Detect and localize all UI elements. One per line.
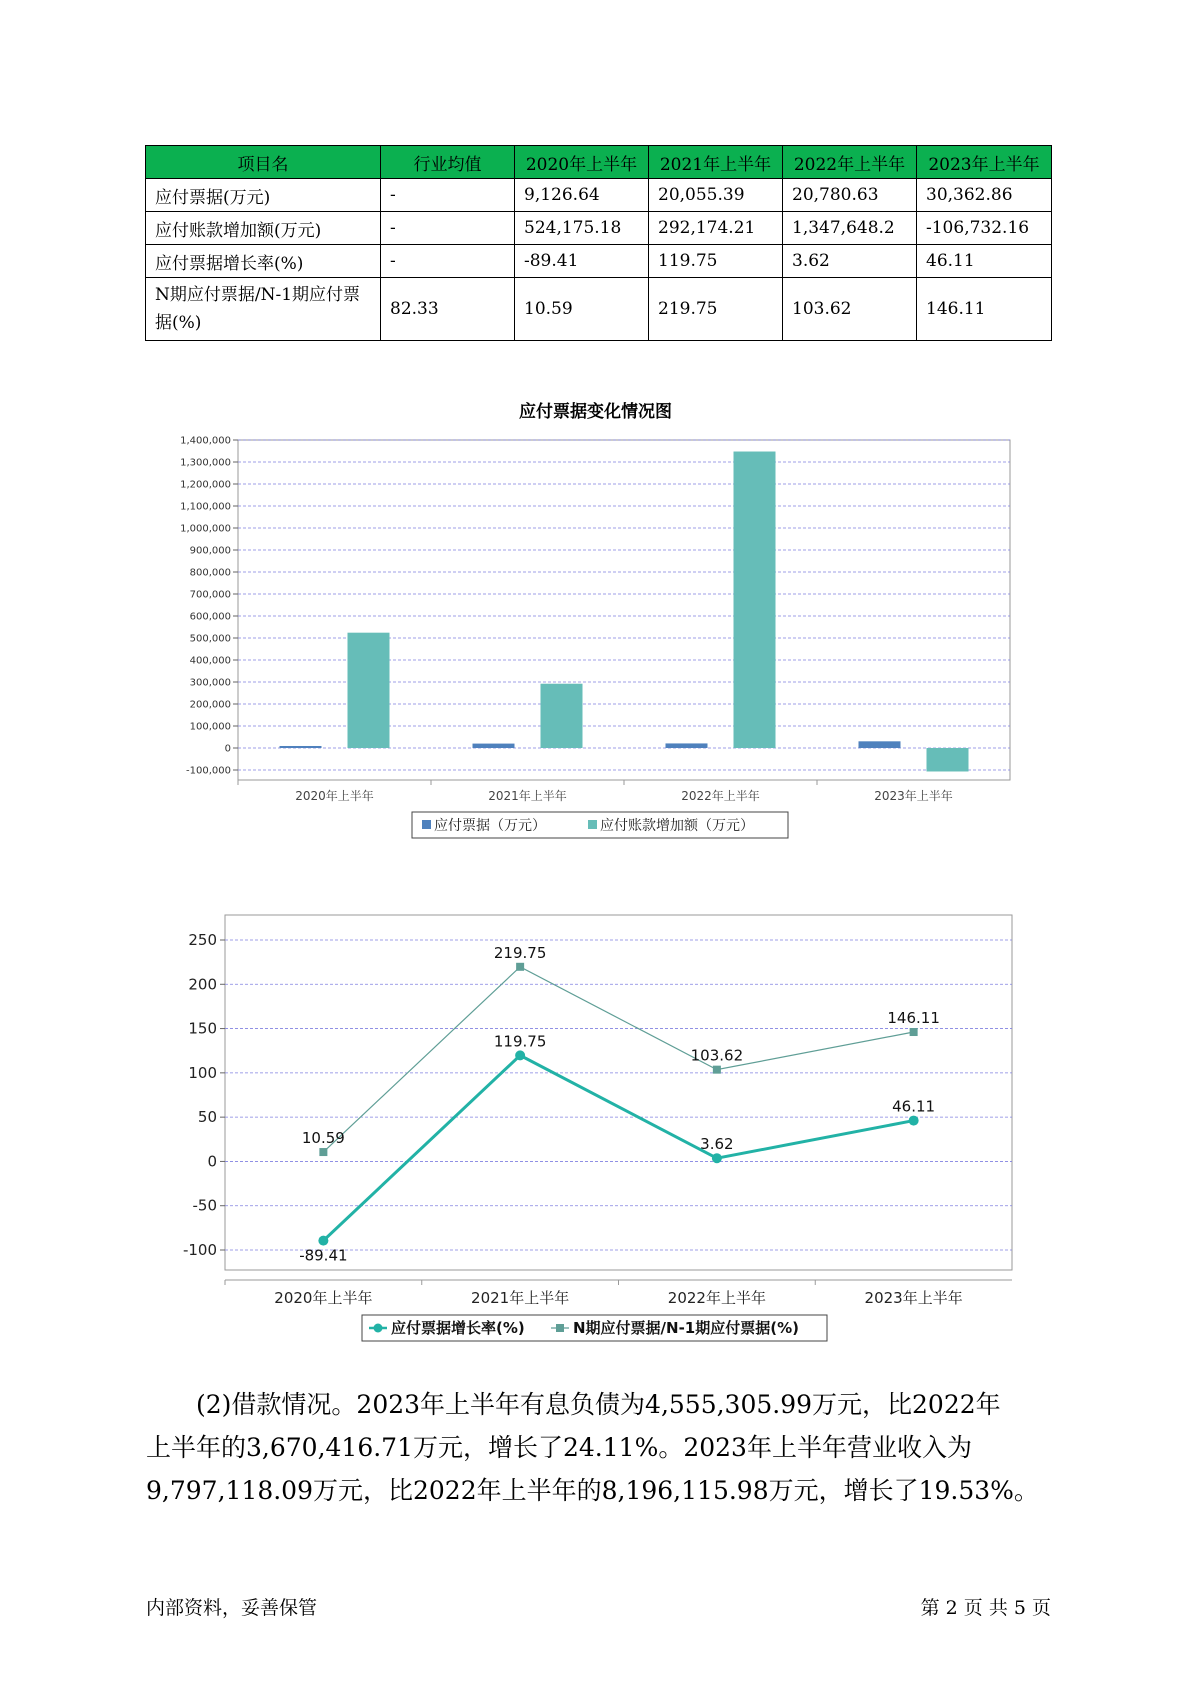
y-tick-label: 700,000 — [189, 589, 231, 601]
paragraph-line: 9,797,118.09万元，比2022年上半年的8,196,115.98万元，增长了19.53%。 — [146, 1476, 1039, 1505]
x-tick-label: 2023年上半年 — [864, 1289, 963, 1307]
data-label: 46.11 — [892, 1097, 936, 1116]
data-label: 103.62 — [690, 1046, 744, 1065]
table-header-cell: 2021年上半年 — [649, 146, 783, 179]
y-tick-label: 100 — [188, 1063, 217, 1082]
table-cell: 9,126.64 — [515, 179, 649, 212]
table-header-row — [146, 146, 1052, 179]
bar — [473, 744, 515, 748]
table-row — [146, 212, 1052, 245]
data-label: -89.41 — [299, 1246, 348, 1265]
y-tick-label: 1,000,000 — [180, 523, 231, 535]
table-cell: 10.59 — [515, 278, 649, 341]
table-row — [146, 278, 1052, 341]
table-cell: 146.11 — [917, 278, 1052, 341]
y-tick-label: 300,000 — [189, 677, 231, 689]
x-tick-label: 2021年上半年 — [471, 1289, 570, 1307]
table-cell: 524,175.18 — [515, 212, 649, 245]
series-line — [323, 967, 913, 1152]
y-tick-label: 1,400,000 — [180, 435, 231, 447]
bar-chart — [0, 430, 1191, 850]
legend-label: 应付票据（万元） — [434, 818, 546, 834]
borrowing-paragraph — [146, 1383, 1056, 1512]
y-tick-label: 0 — [224, 743, 231, 755]
y-tick-label: 800,000 — [189, 567, 231, 579]
table-header-cell: 行业均值 — [381, 146, 515, 179]
table-cell: -89.41 — [515, 245, 649, 278]
table-cell: 46.11 — [917, 245, 1052, 278]
table-cell: 应付票据增长率(%) — [146, 245, 381, 278]
y-tick-label: 1,200,000 — [180, 479, 231, 491]
y-tick-label: 150 — [188, 1019, 217, 1038]
x-tick-label: 2022年上半年 — [681, 789, 760, 803]
line-legend — [362, 1315, 827, 1341]
y-tick-label: 200,000 — [189, 699, 231, 711]
bar — [280, 746, 322, 748]
data-point — [910, 1028, 918, 1036]
table-cell: - — [381, 179, 515, 212]
data-label: 119.75 — [493, 1032, 547, 1051]
footer-confidential: 内部资料，妥善保管 — [146, 1597, 318, 1619]
x-tick-label: 2023年上半年 — [874, 789, 953, 803]
data-point — [516, 963, 524, 971]
bar — [541, 684, 583, 748]
page-number: 第 2 页 共 5 页 — [920, 1597, 1051, 1619]
bar — [734, 452, 776, 748]
data-label: 219.75 — [493, 943, 547, 962]
legend-swatch — [374, 1324, 383, 1333]
data-label: 146.11 — [887, 1009, 940, 1028]
table-cell: -106,732.16 — [917, 212, 1052, 245]
y-tick-label: 500,000 — [189, 633, 231, 645]
y-tick-label: 100,000 — [189, 721, 231, 733]
data-point — [319, 1148, 327, 1156]
bar — [348, 633, 390, 748]
table-cell: N期应付票据/N-1期应付票据(%) — [146, 278, 381, 341]
table-cell: 219.75 — [649, 278, 783, 341]
table-cell: 应付账款增加额(万元) — [146, 212, 381, 245]
legend-swatch — [588, 820, 597, 829]
data-point — [909, 1116, 919, 1126]
y-tick-label: 600,000 — [189, 611, 231, 623]
table-cell: 292,174.21 — [649, 212, 783, 245]
data-point — [318, 1236, 328, 1246]
bar — [927, 748, 969, 771]
data-label: 10.59 — [301, 1129, 345, 1148]
paragraph-line: (2)借款情况。2023年上半年有息负债为4,555,305.99万元，比2022年 — [196, 1390, 1001, 1419]
table-header-cell: 项目名 — [146, 146, 381, 179]
y-tick-label: 250 — [188, 931, 217, 949]
table-cell: 20,055.39 — [649, 179, 783, 212]
data-point — [515, 1050, 525, 1060]
y-tick-label: 900,000 — [189, 545, 231, 557]
bar — [859, 741, 901, 748]
x-tick-label: 2020年上半年 — [274, 1289, 373, 1307]
plot-frame — [225, 915, 1012, 1270]
table-cell: - — [381, 245, 515, 278]
y-tick-label: 1,100,000 — [180, 501, 231, 513]
y-tick-label: -100,000 — [186, 765, 231, 777]
table-cell: 82.33 — [381, 278, 515, 341]
y-tick-label: 50 — [197, 1108, 217, 1127]
legend-label: 应付票据增长率(%) — [391, 1319, 525, 1337]
table-cell: 30,362.86 — [917, 179, 1052, 212]
table-cell: 3.62 — [783, 245, 917, 278]
table-cell: 1,347,648.2 — [783, 212, 917, 245]
y-tick-label: 1,300,000 — [180, 457, 231, 469]
legend-label: 应付账款增加额（万元） — [600, 818, 754, 834]
y-tick-label: -50 — [192, 1196, 217, 1215]
table-header-cell: 2023年上半年 — [917, 146, 1052, 179]
legend-swatch — [556, 1324, 564, 1332]
y-tick-label: 0 — [207, 1152, 217, 1171]
series-line — [323, 1055, 913, 1240]
legend-label: N期应付票据/N-1期应付票据(%) — [573, 1319, 799, 1337]
paragraph-line: 上半年的3,670,416.71万元，增长了24.11%。2023年上半年营业收入为 — [146, 1433, 972, 1462]
bar-legend — [412, 812, 788, 838]
table-cell: 119.75 — [649, 245, 783, 278]
y-tick-label: 200 — [188, 975, 217, 994]
y-tick-label: 400,000 — [189, 655, 231, 667]
table-row — [146, 179, 1052, 212]
x-tick-label: 2022年上半年 — [667, 1289, 766, 1307]
bar — [666, 743, 708, 748]
line-chart — [0, 905, 1191, 1345]
data-point — [713, 1066, 721, 1074]
table-header-cell: 2022年上半年 — [783, 146, 917, 179]
y-tick-label: -100 — [182, 1241, 217, 1259]
data-point — [712, 1153, 722, 1163]
x-tick-label: 2020年上半年 — [295, 789, 374, 803]
payables-table — [145, 145, 1052, 341]
legend-swatch — [422, 820, 431, 829]
table-row — [146, 245, 1052, 278]
x-tick-label: 2021年上半年 — [488, 789, 567, 803]
data-label: 3.62 — [700, 1135, 734, 1154]
table-cell: 20,780.63 — [783, 179, 917, 212]
table-cell: - — [381, 212, 515, 245]
table-cell: 应付票据(万元) — [146, 179, 381, 212]
bar-chart-title: 应付票据变化情况图 — [519, 402, 672, 422]
table-header-cell: 2020年上半年 — [515, 146, 649, 179]
table-cell: 103.62 — [783, 278, 917, 341]
